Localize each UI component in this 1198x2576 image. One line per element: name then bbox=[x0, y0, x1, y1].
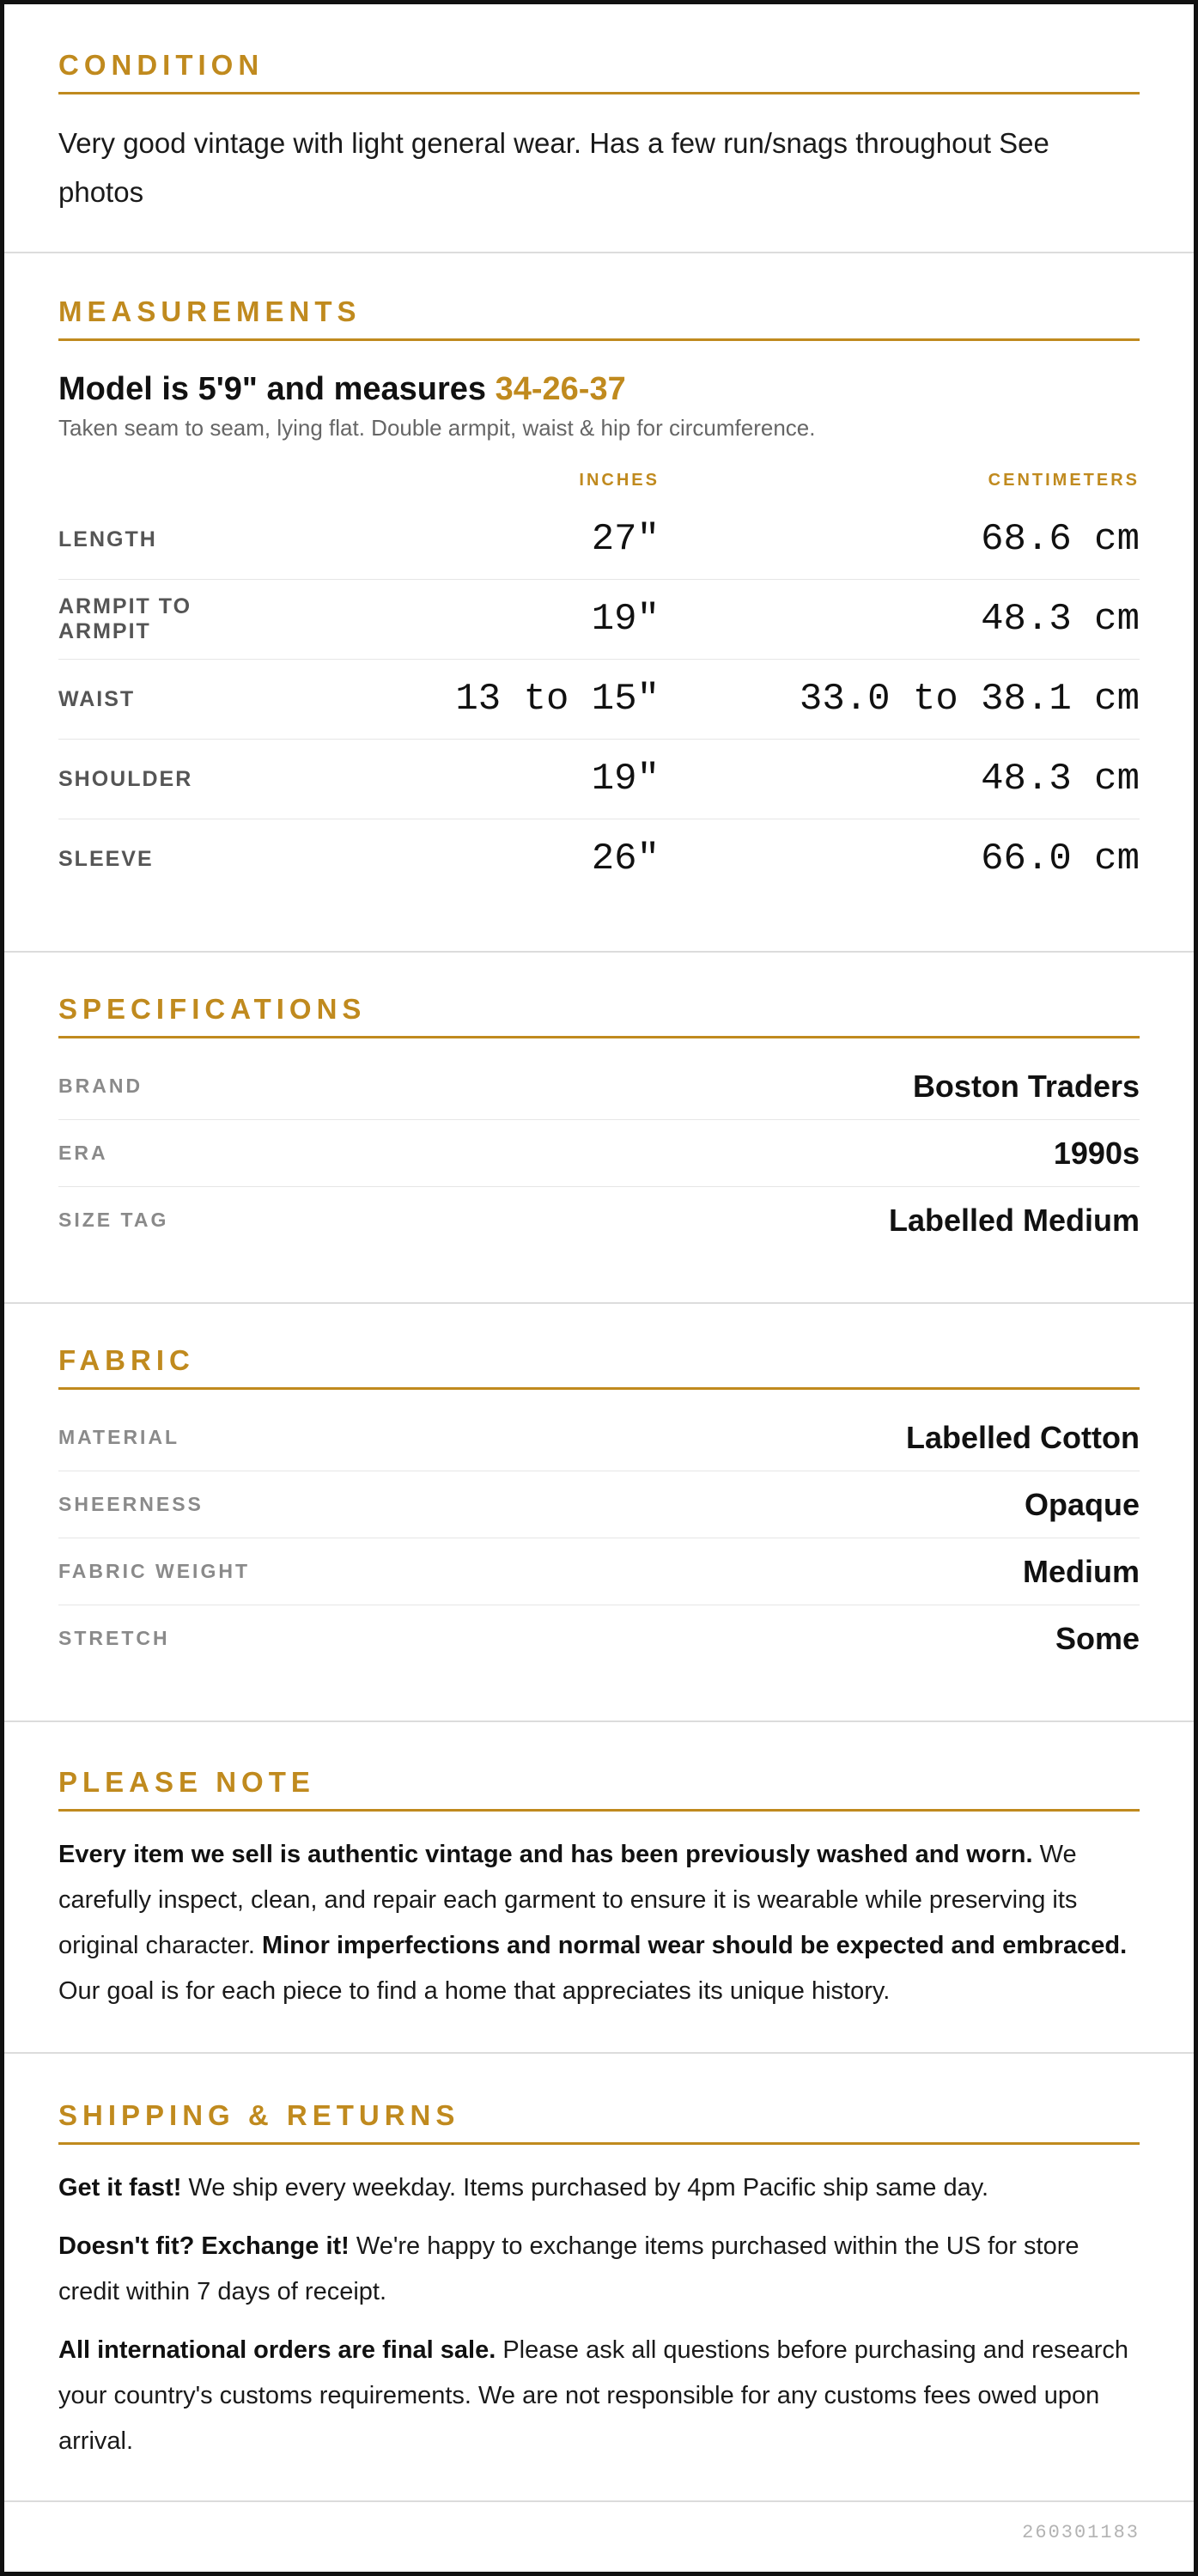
spec-row-brand bbox=[58, 1053, 1140, 1120]
condition-section bbox=[4, 4, 1194, 253]
please-note-section bbox=[4, 1722, 1194, 2054]
fabric-row-sheerness bbox=[58, 1471, 1140, 1538]
measurement-row-length bbox=[58, 500, 1140, 580]
measurement-table-header bbox=[58, 471, 1140, 496]
fabric-row-weight bbox=[58, 1538, 1140, 1605]
measurement-note: Taken seam to seam, lying flat. Double armpit, waist & hip for circumference. bbox=[58, 415, 816, 441]
shipping-paragraph-exchange bbox=[58, 2224, 1140, 2315]
condition-heading: CONDITION bbox=[58, 49, 1140, 94]
inches-column-header: INCHES bbox=[579, 471, 660, 490]
note-bold-2: Minor imperfections and normal wear should be expected and embraced. bbox=[261, 1932, 1128, 1959]
measurement-cm: 68.6 cm bbox=[981, 518, 1140, 561]
measurement-row-shoulder bbox=[58, 740, 1140, 819]
shipping-section bbox=[4, 2054, 1194, 2502]
footer bbox=[4, 2502, 1194, 2562]
fabric-heading: FABRIC bbox=[58, 1344, 1140, 1390]
spec-key: SIZE TAG bbox=[58, 1209, 169, 1231]
spec-row-era bbox=[58, 1120, 1140, 1187]
specifications-heading: SPECIFICATIONS bbox=[58, 993, 1140, 1038]
measurement-row-armpit bbox=[58, 580, 1140, 660]
measurement-label: LENGTH bbox=[58, 527, 157, 551]
specifications-section bbox=[4, 953, 1194, 1304]
spec-key: ERA bbox=[58, 1142, 108, 1164]
measurement-inches: 13 to 15" bbox=[455, 678, 660, 721]
shipping-text: We ship every weekday. Items purchased by 4pm Pacific ship same day. bbox=[181, 2174, 989, 2201]
condition-text: Very good vintage with light general wear. Has a few run/snags throughout See photos bbox=[58, 127, 1049, 208]
fabric-value: Some bbox=[1055, 1620, 1140, 1656]
fabric-key: STRETCH bbox=[58, 1627, 170, 1649]
spec-value: 1990s bbox=[1053, 1135, 1140, 1171]
shipping-text: We're happy to exchange items purchased within the US for store credit within 7 days of receipt. bbox=[58, 2232, 1079, 2305]
measurement-label: WAIST bbox=[58, 686, 136, 711]
measurement-inches: 27" bbox=[591, 518, 660, 561]
measurements-section bbox=[4, 253, 1194, 953]
shipping-paragraph-international bbox=[58, 2328, 1140, 2464]
spec-value: Boston Traders bbox=[912, 1068, 1140, 1104]
shipping-heading: SHIPPING & RETURNS bbox=[58, 2099, 1140, 2145]
model-line bbox=[58, 371, 1140, 408]
measurement-inches: 19" bbox=[591, 598, 660, 641]
shipping-bold: All international orders are final sale. bbox=[58, 2336, 496, 2364]
centimeters-column-header: CENTIMETERS bbox=[988, 471, 1140, 490]
sku-number: 260301183 bbox=[1022, 2521, 1140, 2543]
fabric-key: SHEERNESS bbox=[58, 1493, 204, 1515]
label-column-header bbox=[58, 471, 290, 496]
measurement-cm: 48.3 cm bbox=[981, 758, 1140, 801]
measurement-label: ARMPIT TO ARMPIT bbox=[58, 594, 192, 643]
spec-row-size-tag bbox=[58, 1187, 1140, 1253]
fabric-value: Medium bbox=[1022, 1553, 1140, 1589]
model-measures: 34-26-37 bbox=[495, 371, 626, 407]
measurements-heading: MEASUREMENTS bbox=[58, 295, 1140, 341]
measurement-cm: 48.3 cm bbox=[981, 598, 1140, 641]
fabric-key: FABRIC WEIGHT bbox=[58, 1560, 250, 1582]
please-note-heading: PLEASE NOTE bbox=[58, 1766, 1140, 1812]
please-note-text bbox=[58, 1832, 1140, 2014]
fabric-list bbox=[58, 1404, 1140, 1672]
measurement-cm: 66.0 cm bbox=[981, 837, 1140, 880]
measurement-inches: 26" bbox=[591, 837, 660, 880]
measurement-label: SLEEVE bbox=[58, 846, 154, 871]
note-bold-1: Every item we sell is authentic vintage and has been previously washed and worn. bbox=[58, 1841, 1033, 1868]
shipping-bold: Get it fast! bbox=[58, 2174, 182, 2201]
fabric-row-material bbox=[58, 1404, 1140, 1471]
fabric-value: Labelled Cotton bbox=[906, 1419, 1140, 1455]
note-text-2: Our goal is for each piece to find a home that appreciates its unique history. bbox=[58, 1977, 891, 2005]
measurement-table bbox=[58, 500, 1140, 898]
shipping-bold: Doesn't fit? Exchange it! bbox=[58, 2232, 350, 2260]
specifications-list bbox=[58, 1053, 1140, 1253]
shipping-paragraph-fast bbox=[58, 2165, 1140, 2211]
model-prefix: Model is 5'9" and measures bbox=[58, 371, 496, 407]
fabric-value: Opaque bbox=[1024, 1486, 1140, 1522]
shipping-text: Please ask all questions before purchasing and research your country's customs requirements. We are not responsible for any customs fees owed upon arrival. bbox=[58, 2336, 1129, 2455]
measurement-row-waist bbox=[58, 660, 1140, 740]
note-text-1: We carefully inspect, clean, and repair each garment to ensure it is wearable while preserving its original character. bbox=[58, 1841, 1078, 1959]
measurement-inches: 19" bbox=[591, 758, 660, 801]
fabric-row-stretch bbox=[58, 1605, 1140, 1672]
fabric-key: MATERIAL bbox=[58, 1426, 180, 1448]
measurement-row-sleeve bbox=[58, 819, 1140, 898]
measurement-cm: 33.0 to 38.1 cm bbox=[799, 678, 1140, 721]
spec-key: BRAND bbox=[58, 1075, 143, 1097]
spec-value: Labelled Medium bbox=[888, 1202, 1140, 1238]
fabric-section bbox=[4, 1304, 1194, 1722]
measurement-label: SHOULDER bbox=[58, 766, 193, 791]
